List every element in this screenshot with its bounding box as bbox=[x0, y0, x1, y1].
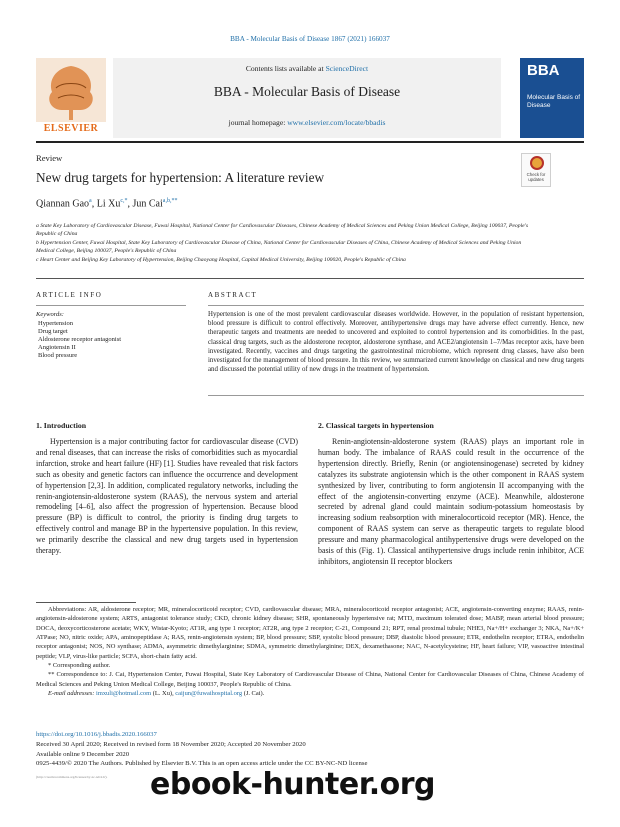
keywords-rule bbox=[36, 305, 186, 306]
email-owner-xu: (L. Xu), bbox=[151, 690, 176, 698]
doi-link[interactable]: https://doi.org/10.1016/j.bbadis.2020.166037 bbox=[36, 731, 157, 738]
received-dates: Received 30 April 2020; Received in revised form 18 November 2020; Accepted 20 November 2020 bbox=[36, 740, 306, 748]
article-type: Review bbox=[36, 153, 63, 163]
author-affil-sup: a bbox=[89, 198, 92, 204]
keyword-list bbox=[38, 320, 121, 360]
publisher-logo-text: ELSEVIER bbox=[43, 123, 99, 134]
abstract-heading: ABSTRACT bbox=[208, 291, 258, 299]
keywords-label: Keywords: bbox=[36, 311, 64, 318]
cover-title: BBA bbox=[527, 62, 560, 79]
license-url[interactable]: (http://creativecommons.org/licenses/by-nc-nd/4.0/). bbox=[36, 775, 108, 779]
check-updates-icon bbox=[530, 156, 544, 170]
email-link-cai[interactable]: caijun@fuwaihospital.org bbox=[175, 690, 243, 698]
author-list bbox=[36, 198, 177, 209]
email-line bbox=[36, 689, 584, 698]
homepage-line bbox=[113, 118, 501, 127]
journal-title: BBA - Molecular Basis of Disease bbox=[213, 84, 401, 99]
available-online: Available online 9 December 2020 bbox=[36, 750, 130, 758]
email-label: E-mail addresses: bbox=[48, 690, 97, 698]
footnote-rule bbox=[36, 602, 136, 603]
license-statement: 0925-4439/© 2020 The Authors. Published by Elsevier B.V. This is an open access article under the CC BY-NC-ND license bbox=[36, 760, 368, 768]
author-name[interactable]: Qiannan Gao bbox=[36, 198, 90, 210]
email-owner-cai: (J. Cai). bbox=[242, 690, 265, 698]
email-link-xu[interactable]: imxuli@hotmail.com bbox=[96, 690, 152, 698]
article-title: New drug targets for hypertension: A literature review bbox=[36, 170, 325, 185]
journal-reference: BBA - Molecular Basis of Disease 1867 (2021) 166037 bbox=[230, 35, 390, 43]
abbreviations-footnote: Abbreviations: AR, aldosterone receptor; MR, mineralocorticoid receptor; CVD, cardiovascular disease; MRA, mineralocorticoid receptor antagonist; ACE, angiotensin-converting enzyme; RAAS, renin-angiotensin-aldosterone system; ARTS, antagonist tolerance study; CKD, chronic kidney disease; SHR, spontaneously hypertensive rat; MTD, maximum tolerated dose; MABP, mean arterial blood pressure; DOCA, deoxycorticosterone acetate; WKY, Wistar-Kyoto; AT1R, ang type 1 receptor; AT2R, ang type 2 receptor; C-21, Compound 21; RPT, renal proximal tubule; NHE3, Na+/H+ exchanger 3; NKA, Na+/K+ ATPase; NO, nitric oxide; APA, aminopeptidase A; RAS, renin-angiotensin system; BP, blood pressure; SBP, systolic blood pressure; DBP, diastolic blood pressure; ETR, endothelin receptor; ETRA, endothelin receptor antagonist; NOS, NO synthase; ADMA, asymmetric dimethylarginine; SDMA, symmetric dimethylarginine; DEX, dexamethasone; NAC, N-acetylcysteine; HF, heart failure; VIP, vasoactive intestinal peptide; VLP, virus-like particle; SCFA, short-chain fatty acid. bbox=[36, 606, 584, 660]
keyword-item: Hypertension bbox=[38, 320, 74, 327]
author-affil-sup: a,b,** bbox=[162, 198, 178, 204]
author-name[interactable]: Jun Cai bbox=[132, 198, 163, 210]
author-affil-sup: c,* bbox=[120, 198, 128, 204]
correspondence-note: ** Correspondence to: J. Cai, Hypertension Center, Fuwai Hospital, State Key Laboratory of Cardiovascular Disease of China, National Center for Cardiovascular Diseases of China, Chinese Academy of Medical Sciences and Peking Union Medical College, Beijing 100037, People's Republic of China. bbox=[36, 671, 584, 688]
author-name[interactable]: Li Xu bbox=[96, 198, 121, 210]
abstract-bottom-rule bbox=[208, 395, 584, 396]
homepage-prefix: journal homepage: bbox=[228, 118, 288, 127]
keyword-item: Aldosterone receptor antagonist bbox=[38, 336, 122, 344]
classical-targets-paragraph: Renin-angiotensin-aldosterone system (RAAS) plays an important role in human body. The imbalance of RAAS could result in the occurrence of the hypertension directly. Briefly, Renin (or angiotensinogenase) secreted by kidney catalyzes its substrate angiotensin which is the other component in RAAS system synthesized by liver, contributing to form angiotensin II accompanying with the effect of the angiotensin-converting enzyme (ACE). Meanwhile, aldosterone secreted by adrenal gland could maintain sodium-potassium homeostasis by increasing sodium reabsorption with mineralocorticoid receptor (MR). Hence, the component of RAAS system can serve as therapeutic targets to regulate blood pressure and many pharmacological antihypertensive drugs were developed on the basis of this (Fig. 1). Classical antihypertensive drugs include renin inhibitor, ACE inhibitors, angiotensin II receptor blockers bbox=[318, 437, 584, 566]
cover-subtitle: Molecular Basis of Disease bbox=[527, 94, 581, 109]
author-separator: , bbox=[91, 198, 97, 210]
check-updates-label: Check for updates bbox=[526, 172, 546, 182]
affiliation-b: b Hypertension Center, Fuwai Hospital, State Key Laboratory of Cardiovascular Disease of China, National Center for Cardiovascular Diseases of China, Chinese Academy of Medical Sciences and Peking Union Medical College, Beijing 100037, People's Republic of China bbox=[36, 240, 522, 254]
footnotes bbox=[36, 605, 584, 698]
abstract-text: Hypertension is one of the most prevalent cardiovascular diseases worldwide. However, in the population of resistant hypertension, blood pressure is difficult to control effectively. Moreover, antihypertensive drugs may have adverse effect currently. Hence, new therapeutic targets and treatments are needed to uncovered and exploited to control hypertension and its comorbidities. In the past, classical drug targets, such as the aldosterone receptor, aldosterone synthase, and ACE2/angiotensin 1–7/Mas receptor axis, have been investigated. Recently, vaccines and drugs targeting the gastrointestinal microbiome, which represent drug classes, have also been investigated for the management of blood pressure. In this review, we summarized current knowledge on classical and new drug targets and discussed the potential utility of new drugs in the treatment of hypertension. bbox=[208, 311, 584, 374]
affiliation-c: c Heart Center and Beijing Key Laboratory of Hypertension, Beijing Chaoyang Hospital, Capital Medical University, Beijing 100020, People's Republic of China bbox=[36, 257, 406, 263]
keyword-item: Angiotensin II bbox=[38, 344, 76, 352]
section-heading-classical-targets: 2. Classical targets in hypertension bbox=[318, 421, 434, 430]
corresponding-author-note: * Corresponding author. bbox=[48, 662, 111, 670]
section-heading-introduction: 1. Introduction bbox=[36, 421, 87, 430]
article-info-heading: ARTICLE INFO bbox=[36, 291, 103, 299]
keyword-item: Blood pressure bbox=[38, 352, 78, 360]
author-separator: , bbox=[127, 198, 133, 210]
affiliation-a: a State Key Laboratory of Cardiovascular Disease, Fuwai Hospital, National Center for Cardiovascular Diseases, Chinese Academy of Medical Sciences and Peking Union Medical College, Beijing 100037, People's Republic of China bbox=[36, 223, 529, 237]
abstract-rule bbox=[208, 305, 584, 306]
contents-line bbox=[113, 64, 501, 73]
contents-prefix: Contents lists available at bbox=[245, 64, 326, 73]
keyword-item: Drug target bbox=[38, 328, 68, 336]
homepage-link[interactable]: www.elsevier.com/locate/bbadis bbox=[287, 118, 386, 127]
sciencedirect-link[interactable]: ScienceDirect bbox=[325, 64, 369, 73]
affiliation-rule bbox=[36, 278, 584, 279]
header-rule bbox=[36, 141, 584, 143]
introduction-paragraph: Hypertension is a major contributing factor for cardiovascular disease (CVD) and renal diseases, that can increase the risks of comorbidities such as myocardial infarction, stroke and heart failure (HF) [1]. Studies have revealed that risk factors such as obesity and genetic factors can influence the occurrence and development of hypertension [2,3]. In addition, complicated regulatory networks, including the renin-angiotensin-aldosterone system (RAAS), the nervous system and arterial remodeling [4–6], also affect the progression of hypertension. Because blood pressure (BP) is difficult to control, the priority is finding drug targets to effectively control and manage BP in the hypertensive population. In this review, we primarily describe the classical and new drug targets used in hypertension therapy. bbox=[36, 437, 298, 556]
article-metadata bbox=[36, 730, 584, 769]
site-watermark: ebook-hunter.org bbox=[150, 767, 435, 802]
